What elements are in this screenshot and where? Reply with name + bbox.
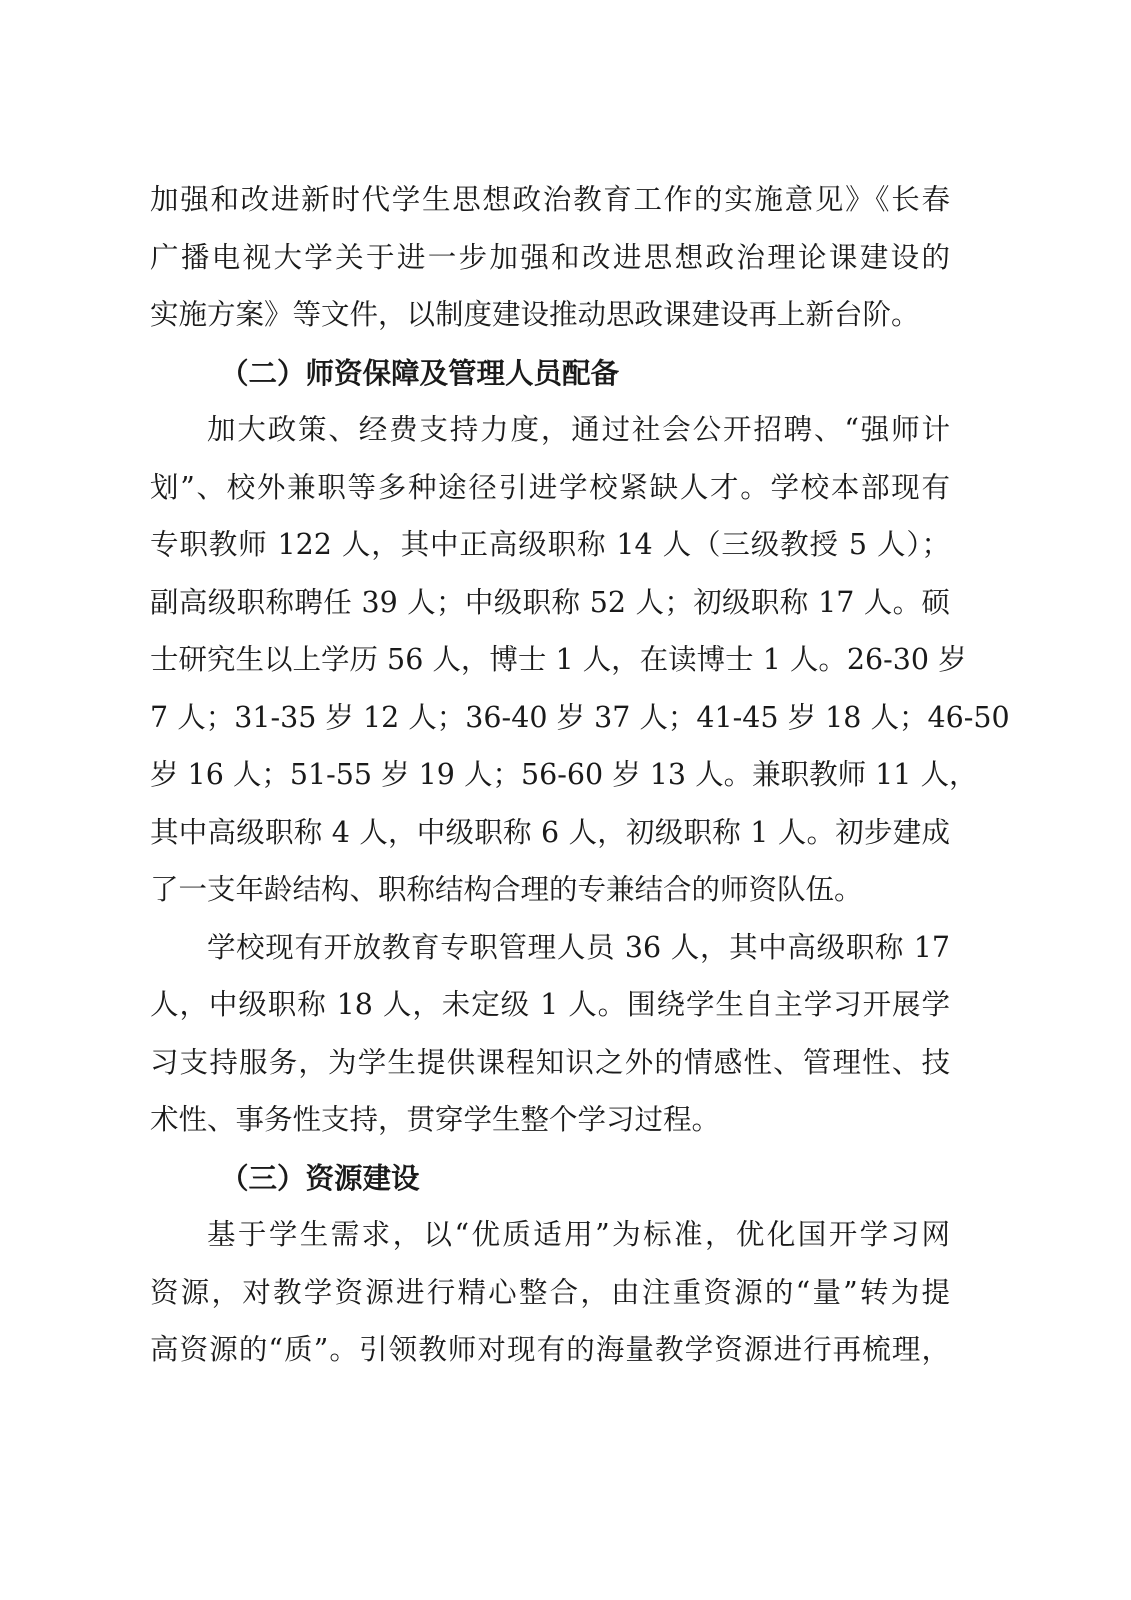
paragraph-line: 副高级职称聘任 39 人；中级职称 52 人；初级职称 17 人。硕 (150, 585, 950, 619)
paragraph-line: 专职教师 122 人，其中正高级职称 14 人（三级教授 5 人）； (150, 528, 950, 561)
paragraph-line: 术性、事务性支持，贯穿学生整个学习过程。 (150, 1103, 721, 1136)
paragraph-line: 加强和改进新时代学生思想政治教育工作的实施意见》《长春 (150, 183, 950, 216)
paragraph-line: 实施方案》等文件，以制度建设推动思政课建设再上新台阶。 (150, 298, 920, 331)
paragraph-line: 人，中级职称 18 人，未定级 1 人。围绕学生自主学习开展学 (150, 988, 950, 1021)
paragraph-line: 习支持服务，为学生提供课程知识之外的情感性、管理性、技 (150, 1045, 950, 1079)
paragraph-line: 7 人；31-35 岁 12 人；36-40 岁 37 人；41-45 岁 18 人；46-50 (150, 700, 1010, 734)
paragraph-line: 广播电视大学关于进一步加强和改进思想政治理论课建设的 (150, 240, 950, 274)
paragraph-line: 加大政策、经费支持力度，通过社会公开招聘、“强师计 (207, 413, 950, 446)
paragraph-line: 学校现有开放教育专职管理人员 36 人，其中高级职称 17 (207, 930, 950, 964)
paragraph-line: 士研究生以上学历 56 人，博士 1 人，在读博士 1 人。26-30 岁 (150, 643, 967, 676)
paragraph-line: 其中高级职称 4 人，中级职称 6 人，初级职称 1 人。初步建成 (150, 815, 950, 849)
paragraph-line: 基于学生需求，以“优质适用”为标准，优化国开学习网 (207, 1218, 950, 1251)
paragraph-line: 资源，对教学资源进行精心整合，由注重资源的“量”转为提 (150, 1275, 950, 1309)
paragraph-line: 划”、校外兼职等多种途径引进学校紧缺人才。学校本部现有 (150, 470, 950, 504)
paragraph-line: 岁 16 人；51-55 岁 19 人；56-60 岁 13 人。兼职教师 11 人， (150, 758, 978, 791)
paragraph-line: 高资源的“质”。引领教师对现有的海量教学资源进行再梳理， (150, 1333, 950, 1366)
section-heading: （三）资源建设 (220, 1160, 420, 1195)
document-body (150, 180, 1010, 1388)
section-heading: （二）师资保障及管理人员配备 (220, 355, 620, 390)
paragraph-line: 了一支年龄结构、职称结构合理的专兼结合的师资队伍。 (150, 873, 863, 906)
